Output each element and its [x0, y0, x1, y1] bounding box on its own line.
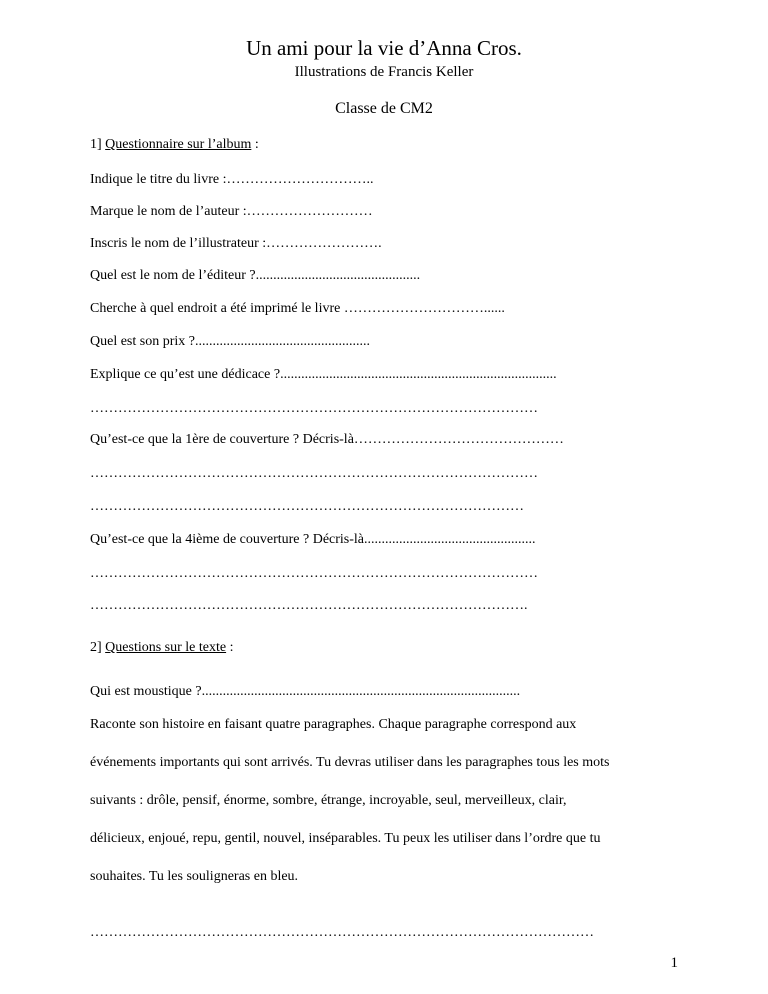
- question-line: Qu’est-ce que la 4ième de couverture ? Décris-là.................................................: [90, 532, 536, 547]
- question-line: Indique le titre du livre :…………………………..: [90, 172, 374, 187]
- section-2-colon: :: [229, 640, 234, 655]
- instruction-line: événements importants qui sont arrivés. Tu devras utiliser dans les paragraphes tous les mots: [90, 755, 610, 770]
- question-line: Explique ce qu’est une dédicace ?...............................................................................: [90, 367, 557, 382]
- instruction-line: délicieux, enjoué, repu, gentil, nouvel, inséparables. Tu peux les utiliser dans l’ordre que tu: [90, 831, 601, 846]
- page-number: 1: [670, 955, 678, 971]
- question-line: Qu’est-ce que la 1ère de couverture ? Décris-là………………………………………: [90, 432, 564, 447]
- question-line: Quel est le nom de l’éditeur ?...............................................: [90, 268, 421, 283]
- section-1-colon: :: [254, 137, 259, 152]
- question-line: Inscris le nom de l’illustrateur :…………………….: [90, 236, 382, 251]
- section-1-number: 1]: [90, 137, 102, 152]
- answer-line: ……………………………………………………………………………………: [90, 466, 538, 481]
- section-2-number: 2]: [90, 640, 102, 655]
- instruction-line: souhaites. Tu les souligneras en bleu.: [90, 869, 299, 884]
- question-line: Qui est moustique ?...........................................................................................: [90, 684, 521, 699]
- section-2-title: Questions sur le texte: [105, 640, 227, 655]
- answer-line: ………………………………………………………………………………….: [90, 598, 528, 613]
- answer-line: …………………………………………………………………………………: [90, 499, 524, 514]
- document-title: Un ami pour la vie d’Anna Cros.: [246, 36, 522, 60]
- illustrator-credit: Illustrations de Francis Keller: [294, 64, 474, 80]
- answer-line: ………………………………………………………………………………………………: [90, 925, 594, 940]
- section-1-title: Questionnaire sur l’album: [105, 137, 252, 152]
- answer-line: ……………………………………………………………………………………: [90, 401, 538, 416]
- class-level: Classe de CM2: [335, 100, 433, 117]
- question-line: Cherche à quel endroit a été imprimé le livre …………………………......: [90, 301, 505, 316]
- answer-line: ……………………………………………………………………………………: [90, 566, 538, 581]
- instruction-line: suivants : drôle, pensif, énorme, sombre, étrange, incroyable, seul, merveilleux, clair,: [90, 793, 567, 808]
- question-line: Marque le nom de l’auteur :………………………: [90, 204, 373, 219]
- section-1-heading: [90, 137, 259, 153]
- question-line: Quel est son prix ?..................................................: [90, 334, 370, 349]
- instruction-line: Raconte son histoire en faisant quatre paragraphes. Chaque paragraphe correspond aux: [90, 717, 577, 732]
- section-2-heading: [90, 640, 233, 656]
